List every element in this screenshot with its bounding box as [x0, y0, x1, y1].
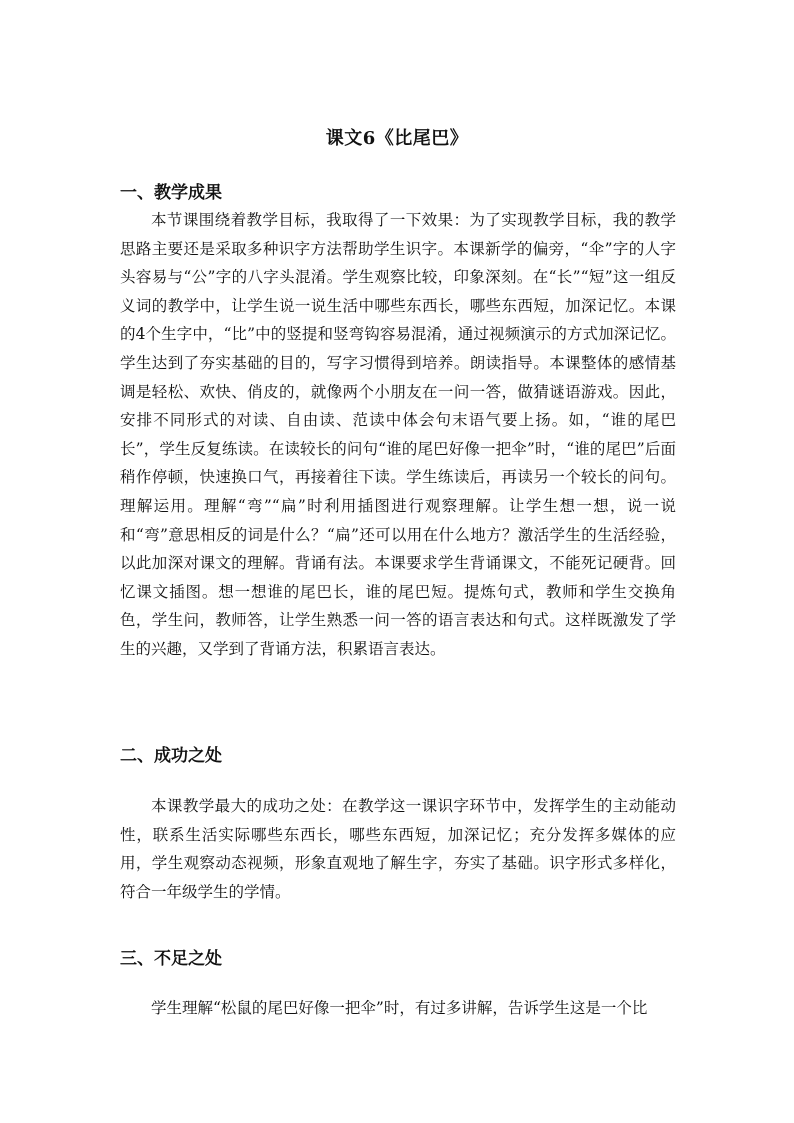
section-paragraph-shortcomings: 学生理解“松鼠的尾巴好像一把伞”时，有过多讲解，告诉学生这是一个比	[151, 999, 648, 1017]
section-heading-shortcomings: 三、不足之处	[120, 949, 222, 969]
document-title: 课文6《比尾巴》	[325, 128, 469, 149]
section-heading-successes: 二、成功之处	[120, 746, 222, 766]
section-paragraph-successes: 本课教学最大的成功之处：在教学这一课识字环节中，发挥学生的主动能动性，联系生活实际哪些东西长，哪些东西短，加深记忆；充分发挥多媒体的应用，学生观察动态视频，形象直观地了解生字，夯实了基础。识字形式多样化，符合一年级学生的学情。	[120, 797, 676, 901]
section-heading-teaching-results: 一、教学成果	[120, 183, 222, 203]
section-paragraph-teaching-results: 本节课围绕着教学目标，我取得了一下效果：为了实现教学目标，我的教学思路主要还是采取多种识字方法帮助学生识字。本课新学的偏旁，“伞”字的人字头容易与“公”字的八字头混淆。学生观察比较，印象深刻。在“长”“短”这一组反义词的教学中，让学生说一说生活中哪些东西长，哪些东西短，加深记忆。本课的4个生字中，“比”中的竖提和竖弯钩容易混淆，通过视频演示的方式加深记忆。学生达到了夯实基础的目的，写字习惯得到培养。朗读指导。本课整体的感情基调是轻松、欢快、俏皮的，就像两个小朋友在一问一答，做猜谜语游戏。因此，安排不同形式的对读、自由读、范读中体会句末语气要上扬。如，“谁的尾巴长”，学生反复练读。在读较长的问句“谁的尾巴好像一把伞”时，“谁的尾巴”后面稍作停顿，快速换口气，再接着往下读。学生练读后，再读另一个较长的问句。理解运用。理解“弯”“扁”时利用插图进行观察理解。让学生想一想，说一说 和“弯”意思相反的词是什么？“扁”还可以用在什么地方？激活学生的生活经验，以此加深对课文的理解。背诵有法。本课要求学生背诵课文，不能死记硬背。回忆课文插图。想一想谁的尾巴长，谁的尾巴短。提炼句式，教师和学生交换角色，学生问，教师答，让学生熟悉一问一答的语言表达和句式。这样既激发了学生的兴趣，又学到了背诵方法，积累语言表达。	[120, 211, 676, 658]
